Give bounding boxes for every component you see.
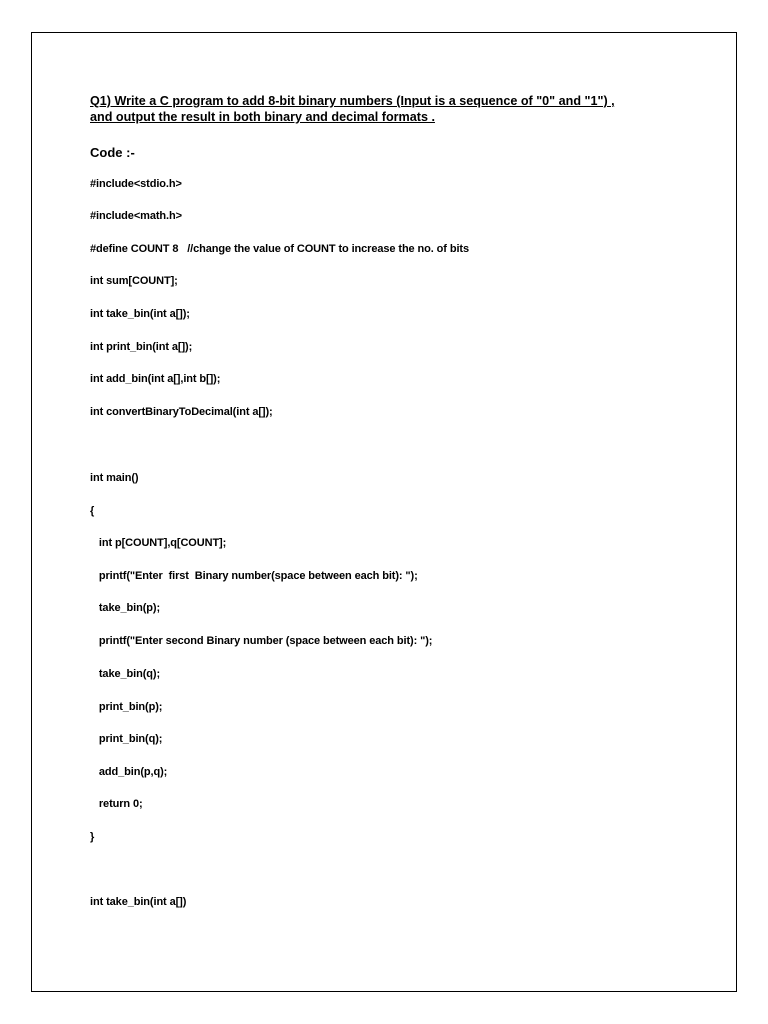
code-line-printf-second: printf("Enter second Binary number (space between each bit): "); xyxy=(90,635,433,647)
question-line-1: Q1) Write a C program to add 8-bit binary numbers (Input is a sequence of "0" and "1") , xyxy=(90,94,615,108)
code-line-add-bin-call: add_bin(p,q); xyxy=(90,766,168,778)
code-line-take-bin-p: take_bin(p); xyxy=(90,602,161,614)
code-line-define-count: #define COUNT 8 //change the value of COUNT to increase the no. of bits xyxy=(90,243,469,255)
code-line-include-math: #include<math.h> xyxy=(90,210,182,222)
code-heading: Code :- xyxy=(90,145,135,160)
code-line-print-bin-p: print_bin(p); xyxy=(90,701,163,713)
code-line-pq-decl: int p[COUNT],q[COUNT]; xyxy=(90,537,227,549)
code-line-add-bin-proto: int add_bin(int a[],int b[]); xyxy=(90,373,221,385)
code-line-take-bin-proto: int take_bin(int a[]); xyxy=(90,308,190,320)
code-line-return: return 0; xyxy=(90,798,143,810)
code-line-close-brace: } xyxy=(90,831,95,843)
code-line-print-bin-q: print_bin(q); xyxy=(90,733,163,745)
code-line-take-bin-def: int take_bin(int a[]) xyxy=(90,896,187,908)
page-border xyxy=(31,32,737,992)
code-line-convert-proto: int convertBinaryToDecimal(int a[]); xyxy=(90,406,273,418)
question-heading xyxy=(90,93,690,125)
code-line-main: int main() xyxy=(90,472,139,484)
code-line-print-bin-proto: int print_bin(int a[]); xyxy=(90,341,193,353)
code-line-printf-first: printf("Enter first Binary number(space between each bit): "); xyxy=(90,570,418,582)
code-line-include-stdio: #include<stdio.h> xyxy=(90,178,182,190)
question-line-2: and output the result in both binary and decimal formats . xyxy=(90,110,435,124)
code-line-open-brace: { xyxy=(90,505,95,517)
code-line-take-bin-q: take_bin(q); xyxy=(90,668,161,680)
code-line-sum-decl: int sum[COUNT]; xyxy=(90,275,178,287)
